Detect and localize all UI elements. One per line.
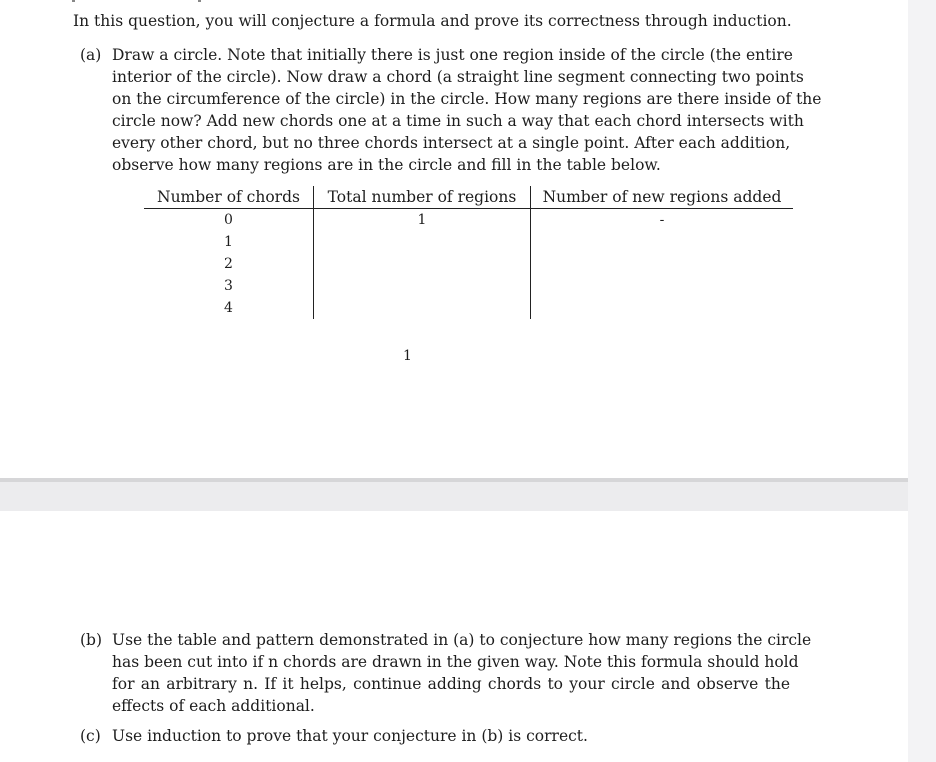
- cell-chords: 0: [224, 212, 233, 228]
- page-number: 1: [403, 348, 412, 364]
- header-number-of-chords: Number of chords: [144, 186, 314, 209]
- part-a-text: [112, 44, 822, 176]
- cell-new-regions: [531, 253, 794, 275]
- part-a-line: every other chord, but no three chords intersect at a single point. After each addition,: [112, 134, 791, 152]
- page-separator: [0, 478, 908, 482]
- cell-chords: 2: [224, 256, 233, 272]
- header-new-regions: Number of new regions added: [531, 186, 794, 209]
- cell-total-regions: [314, 275, 531, 297]
- part-a-label: (a): [80, 46, 102, 64]
- cell-total-regions: [314, 297, 531, 319]
- cell-total-regions: 1: [314, 209, 531, 232]
- part-b-line: Use the table and pattern demonstrated in (a) to conjecture how many regions the circle: [112, 631, 812, 649]
- cell-chords: 4: [224, 300, 233, 316]
- cell-new-regions: [531, 297, 794, 319]
- part-b-line: for an arbitrary n. If it helps, continue adding chords to your circle and observe the: [112, 675, 790, 693]
- part-c-text: Use induction to prove that your conjecture in (b) is correct.: [112, 727, 588, 745]
- question-intro: In this question, you will conjecture a formula and prove its correctness through induction.: [73, 12, 792, 30]
- cropped-text-fragment: [198, 0, 201, 2]
- part-a-line: Draw a circle. Note that initially there is just one region inside of the circle (the entire: [112, 46, 793, 64]
- cell-new-regions: [531, 275, 794, 297]
- table-row: [144, 209, 793, 232]
- cell-chords: 1: [224, 234, 233, 250]
- viewer-scroll-track[interactable]: [908, 0, 936, 762]
- table-row: [144, 297, 793, 319]
- part-b-line: effects of each additional.: [112, 697, 315, 715]
- part-a-line: observe how many regions are in the circle and fill in the table below.: [112, 156, 661, 174]
- part-a-line: on the circumference of the circle) in the circle. How many regions are there inside of the: [112, 90, 822, 108]
- cropped-text-fragment: [72, 0, 75, 2]
- part-c-label: (c): [80, 727, 101, 745]
- part-b-text: [112, 629, 812, 717]
- header-total-regions: Total number of regions: [314, 186, 531, 209]
- part-b-label: (b): [80, 631, 103, 649]
- table-row: [144, 253, 793, 275]
- part-a-line: interior of the circle). Now draw a chord (a straight line segment connecting two points: [112, 68, 804, 86]
- cell-new-regions: -: [531, 209, 794, 232]
- table-header-row: [144, 186, 793, 209]
- regions-table: [144, 186, 793, 319]
- table-row: [144, 275, 793, 297]
- part-a-line: circle now? Add new chords one at a time in such a way that each chord intersects with: [112, 112, 804, 130]
- cell-total-regions: [314, 231, 531, 253]
- table-row: [144, 231, 793, 253]
- cell-new-regions: [531, 231, 794, 253]
- part-b-line: has been cut into if n chords are drawn in the given way. Note this formula should hold: [112, 653, 799, 671]
- document-page-2: [0, 511, 908, 762]
- cell-chords: 3: [224, 278, 233, 294]
- cell-total-regions: [314, 253, 531, 275]
